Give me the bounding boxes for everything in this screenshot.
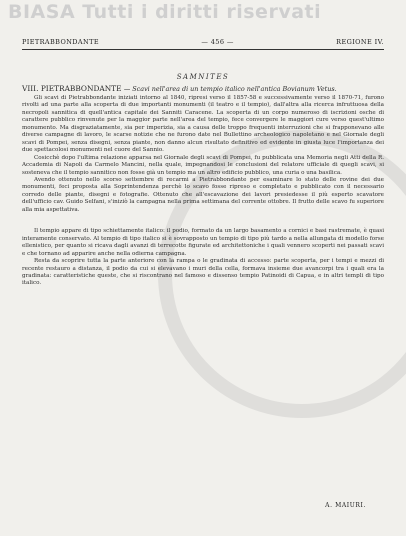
article-body	[22, 84, 384, 288]
paragraph: Gli scavi di Pietrabbondante iniziati intorno al 1840, ripresi verso il 1857-58 e successivamente verso il 1870-71, furono rivolti ad una parte alla scoperta di due importanti monumenti (il teatro e il tempio), dall'altra alla ricerca infruttuosa della necropoli sannitica di quell'antica capitale dei Sanniti Caracene. La scoperta di un corpo numeroso di iscrizioni osche di carattere pubblico rinvenute per la maggior parte nell'area del tempio, fece convergere le maggiori cure verso quest'ultimo monumento. Ma disgraziatamente, sia per imperizia, sia a causa delle troppo frequenti interruzioni che si frapponevano alle diverse campagne di lavoro, le scarse notizie che ne furono date nel Bullettino archeologico napoletano e nel Giornale degli scavi di Pompei, senza disegni, senza piante, non danno alcun risultato definitivo ed evidente in giusta luce l'importanza dei due spettacolosi monumenti nel cuore del Sannio.	[22, 95, 384, 154]
article-subtitle: — Scavi nell'area di un tempio italico nell'antica Bovianum Vetus.	[123, 85, 337, 93]
watermark-text: BIASA Tutti i diritti riservati	[8, 1, 322, 23]
article-place: PIETRABBONDANTE	[40, 84, 122, 93]
running-header	[22, 38, 384, 46]
paragraph: Avendo ottenuto nello scorso settembre di recarmi a Pietrabbondante per esaminare lo stato delle rovine dei due monumenti, feci proposta alla Soprintendenza perchè lo scavo fosse ripreso e completato e pubblicato con il necessario corredo delle piante, disegni e fotografie. Ottenuto che all'escavazione dei lavori presiedesse il più esperto scavatore dell'ufficio cav. Guido Selfani, s'iniziò la campagna nella prima settimana del corrente ottobre. Il frutto delle scavo fu superiore alla mia aspettativa.	[22, 176, 384, 213]
header-right: REGIONE IV.	[336, 38, 384, 46]
article-number: VIII.	[22, 84, 39, 93]
article-title	[22, 84, 384, 94]
paragraph: Il tempio appare di tipo schiettamente italico: il podio, formato da un largo basamento a cornici e basi rastremate, è quasi interamente conservato. Al tempio di tipo italico si è sovrapposto un tempio di tipo più tardo a nella allungata di modello forse ellenistico, per quanto si ricava dagli avanzi di terrecotte figurate ed architettoniche i quali vennero scoperti nei passati scavi e che tornano ad apparire anche nella odierna campagna.	[22, 228, 384, 257]
header-rule	[22, 49, 384, 50]
page-number: — 456 —	[201, 38, 234, 46]
header-left: PIETRABBONDANTE	[22, 38, 99, 46]
region-heading: SAMNITES	[176, 73, 230, 81]
paragraph: Cosicchè dopo l'ultima relazione apparsa nel Giornale degli scavi di Pompei, fu pubblicata una Memoria negli Atti della R. Accademia di Napoli da Carmelo Mancini, nella quale, impegnandosi le conclusioni del relatore ufficiale di quegli scavi, si sosteneva che il tempio sannitico non fosse già un tempio ma un altro edificio pubblico, una curia o una basilica.	[22, 154, 384, 176]
paragraph: Resta da scoprire tutta la parte anteriore con la rampa o le gradinata di accesso: parte scoperta, per i tempi e mezzi di recente restauro a distanza, il podio da cui si elevavano i muri della cella, formava insieme due avancorpi tra i quali era la gradinata: caratteristiche queste, che si riscontrano nel famoso e dissenso tempio Patinoidi di Capua, e in altri templi di tipo italico.	[22, 258, 384, 287]
author-signature: A. MAIURI.	[325, 502, 366, 509]
